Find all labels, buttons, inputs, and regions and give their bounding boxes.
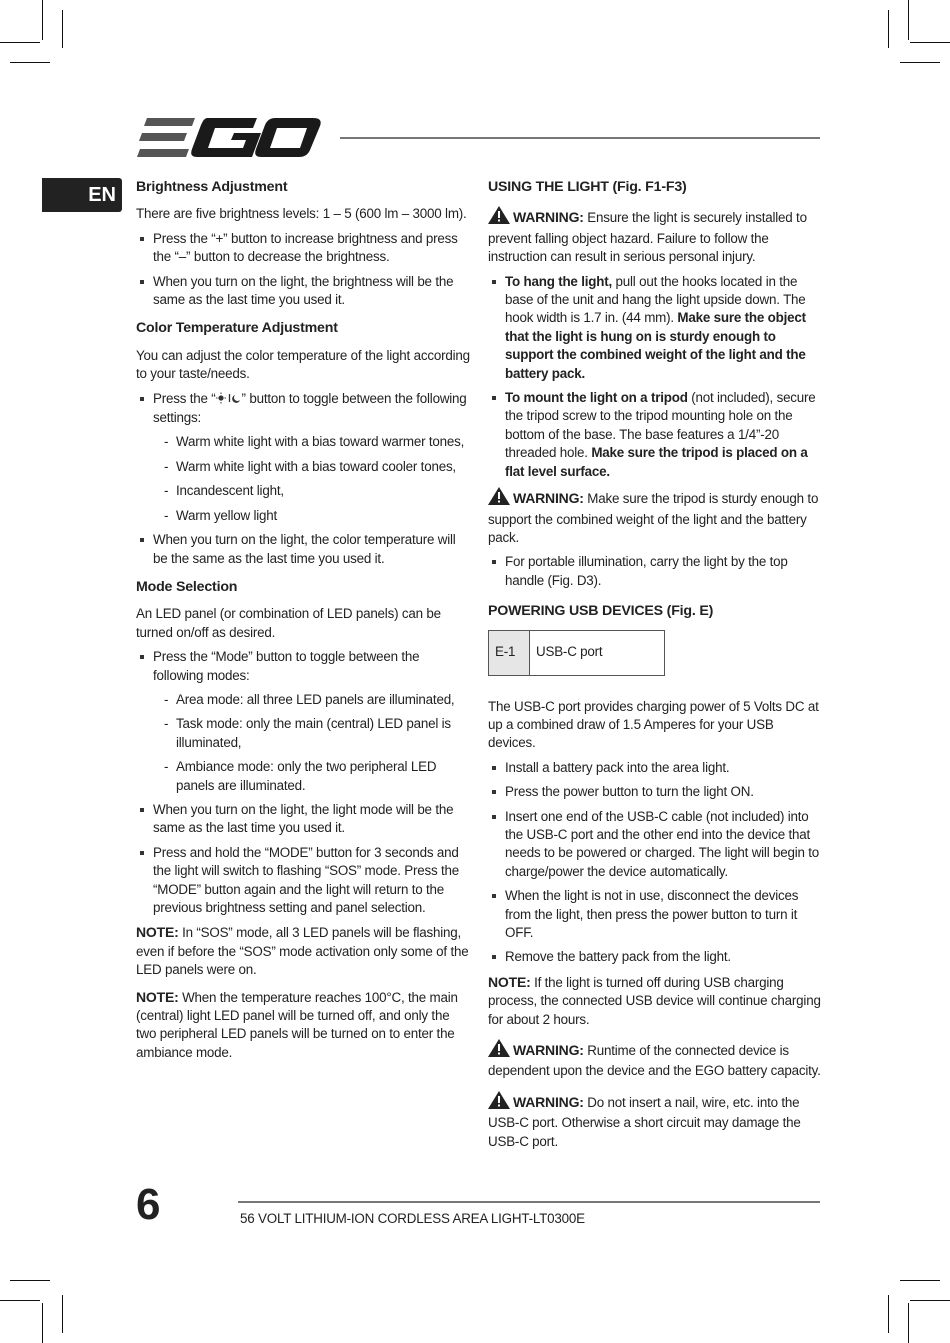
section-heading: Brightness Adjustment: [136, 179, 288, 195]
left-column: [136, 178, 470, 1068]
list-item: When you turn on the light, the color temperature will be the same as the last time you used it.: [136, 531, 470, 568]
warning-label: WARNING:: [513, 1042, 584, 1059]
paragraph: The USB-C port provides charging power of 5 Volts DC at up a combined draw of 1.5 Amperes for your USB devices.: [488, 698, 819, 751]
note: [488, 973, 822, 1029]
crop-mark: [888, 1295, 889, 1333]
list-item: Press the power button to turn the light ON.: [488, 783, 822, 801]
text: ” button to toggle between the following settings:: [153, 390, 467, 426]
crop-mark: [10, 62, 50, 63]
footer-rule: [238, 1201, 820, 1203]
crop-mark: [10, 1280, 50, 1281]
list-item: - Incandescent light,: [153, 482, 470, 500]
crop-mark: [62, 1295, 63, 1333]
parts-table: [488, 630, 665, 676]
crop-mark: [0, 1300, 40, 1301]
bold-text: To hang the light,: [505, 273, 612, 289]
list-item: [488, 273, 822, 383]
warning-text: Do not insert a nail, wire, etc. into the USB-C port. Otherwise a short circuit may damage the USB-C port.: [488, 1094, 801, 1149]
note: [136, 988, 470, 1063]
note-label: NOTE:: [136, 988, 179, 1005]
warning: [488, 1091, 822, 1151]
paragraph: You can adjust the color temperature of the light according to your taste/needs.: [136, 347, 470, 382]
warning-label: WARNING:: [513, 490, 584, 507]
ego-logo: [137, 118, 321, 163]
list-item: [488, 389, 822, 481]
list-item: [136, 648, 470, 795]
list-item: [136, 390, 470, 525]
warning-triangle-icon: [488, 1091, 510, 1114]
bullet-list: [488, 759, 822, 967]
list-item: - Area mode: all three LED panels are illuminated,: [153, 691, 470, 709]
table-cell-id: E-1: [489, 630, 530, 675]
list-item: Press the “+” button to increase brightness and press the “–” button to decrease the brightness.: [136, 230, 470, 267]
bullet-list: [136, 390, 470, 568]
section-heading: Mode Selection: [136, 578, 238, 595]
crop-mark: [900, 62, 940, 63]
section-heading: USING THE LIGHT (Fig. F1-F3): [488, 179, 687, 195]
crop-mark: [42, 0, 43, 40]
warning-triangle-icon: [488, 206, 510, 229]
warning: [488, 1039, 822, 1081]
note: [136, 923, 470, 979]
list-item: Insert one end of the USB-C cable (not included) into the USB-C port and the other end into the device that needs to be powered or charged. The light will begin to charge/power the device automatically.: [488, 808, 822, 882]
warning-triangle-icon: [488, 1039, 510, 1062]
list-item: - Task mode: only the main (central) LED panel is illuminated,: [153, 715, 470, 752]
bold-text: To mount the light on a tripod: [505, 390, 688, 406]
text: (not included), secure the tripod screw to the tripod mounting hole on the bottom of the base. The base features a 1/4”-20 threaded hole.: [505, 390, 816, 461]
list-item: Install a battery pack into the area light.: [488, 759, 822, 777]
crop-mark: [42, 1303, 43, 1343]
crop-mark: [888, 10, 889, 48]
warning-triangle-icon: [488, 487, 510, 510]
list-item: When you turn on the light, the light mode will be the same as the last time you used it.: [136, 801, 470, 838]
warning: [488, 487, 822, 547]
page-number: 6: [136, 1180, 159, 1229]
crop-mark: [900, 1280, 940, 1281]
dash-list: [153, 691, 470, 795]
header-rule: [340, 137, 820, 139]
list-item: For portable illumination, carry the light by the top handle (Fig. D3).: [488, 553, 822, 590]
paragraph: There are five brightness levels: 1 – 5 (600 lm – 3000 lm).: [136, 206, 467, 222]
bullet-list: [488, 273, 822, 481]
text: pull out the hooks located in the base of the unit and hang the light upside down. The hook width is 1.7 in. (44 mm).: [505, 273, 806, 326]
list-item: - Warm white light with a bias toward warmer tones,: [153, 433, 470, 451]
note-text: In “SOS” mode, all 3 LED panels will be flashing, even if before the “SOS” mode activation only some of the LED panels were on.: [136, 925, 469, 978]
language-label: EN: [88, 184, 116, 206]
warning-text: Runtime of the connected device is dependent upon the device and the EGO battery capacity.: [488, 1043, 821, 1079]
note-text: If the light is turned off during USB charging process, the connected USB device will continue charging for about 2 hours.: [488, 974, 821, 1027]
bullet-list: [136, 230, 470, 310]
warning: [488, 206, 822, 266]
note-text: When the temperature reaches 100°C, the main (central) light LED panel will be turned off, and only the two peripheral LED panels will be turned on to enter the ambiance mode.: [136, 989, 458, 1060]
crop-mark: [908, 0, 909, 40]
list-item: - Warm white light with a bias toward cooler tones,: [153, 458, 470, 476]
warning-text: Make sure the tripod is sturdy enough to support the combined weight of the light and the battery pack.: [488, 491, 819, 545]
warning-text: Ensure the light is securely installed to prevent falling object hazard. Failure to follow the instruction can result in serious personal injury.: [488, 210, 807, 265]
warning-label: WARNING:: [513, 1093, 584, 1110]
list-item: Remove the battery pack from the light.: [488, 948, 822, 966]
list-item: When you turn on the light, the brightness will be the same as the last time you used it.: [136, 273, 470, 310]
text: Press the “: [153, 390, 216, 406]
bold-text: Make sure the object that the light is hung on is sturdy enough to support the combined weight of the light and the battery pack.: [505, 310, 806, 381]
table-row: [489, 630, 665, 675]
crop-mark: [62, 10, 63, 48]
list-item: - Ambiance mode: only the two peripheral LED panels are illuminated.: [153, 758, 470, 795]
footer-title: 56 VOLT LITHIUM-ION CORDLESS AREA LIGHT-LT0300E: [240, 1211, 585, 1226]
language-tab: [42, 178, 122, 212]
bullet-list: [136, 648, 470, 917]
crop-mark: [0, 42, 40, 43]
bold-text: Make sure the tripod is placed on a flat level surface.: [505, 445, 808, 479]
right-column: [488, 178, 822, 1157]
crop-mark: [910, 1300, 950, 1301]
note-label: NOTE:: [488, 973, 531, 990]
section-heading: Color Temperature Adjustment: [136, 320, 338, 337]
paragraph: An LED panel (or combination of LED panels) can be turned on/off as desired.: [136, 606, 441, 640]
list-item: - Warm yellow light: [153, 507, 470, 525]
list-item: When the light is not in use, disconnect the devices from the light, then press the power button to turn it OFF.: [488, 887, 822, 942]
section-heading: POWERING USB DEVICES (Fig. E): [488, 603, 714, 620]
table-cell-label: USB-C port: [530, 630, 665, 675]
bullet-list: [488, 553, 822, 590]
list-item: Press and hold the “MODE” button for 3 seconds and the light will switch to flashing “SOS” mode. Press the “MODE” button again and the light will return to the previous brightness setting and panel selection.: [136, 844, 470, 918]
text: Press the “Mode” button to toggle between the following modes:: [153, 649, 420, 683]
crop-mark: [910, 42, 950, 43]
crop-mark: [908, 1303, 909, 1343]
dash-list: [153, 433, 470, 525]
note-label: NOTE:: [136, 924, 179, 941]
color-temperature-icon: [216, 391, 242, 409]
warning-label: WARNING:: [513, 209, 584, 226]
